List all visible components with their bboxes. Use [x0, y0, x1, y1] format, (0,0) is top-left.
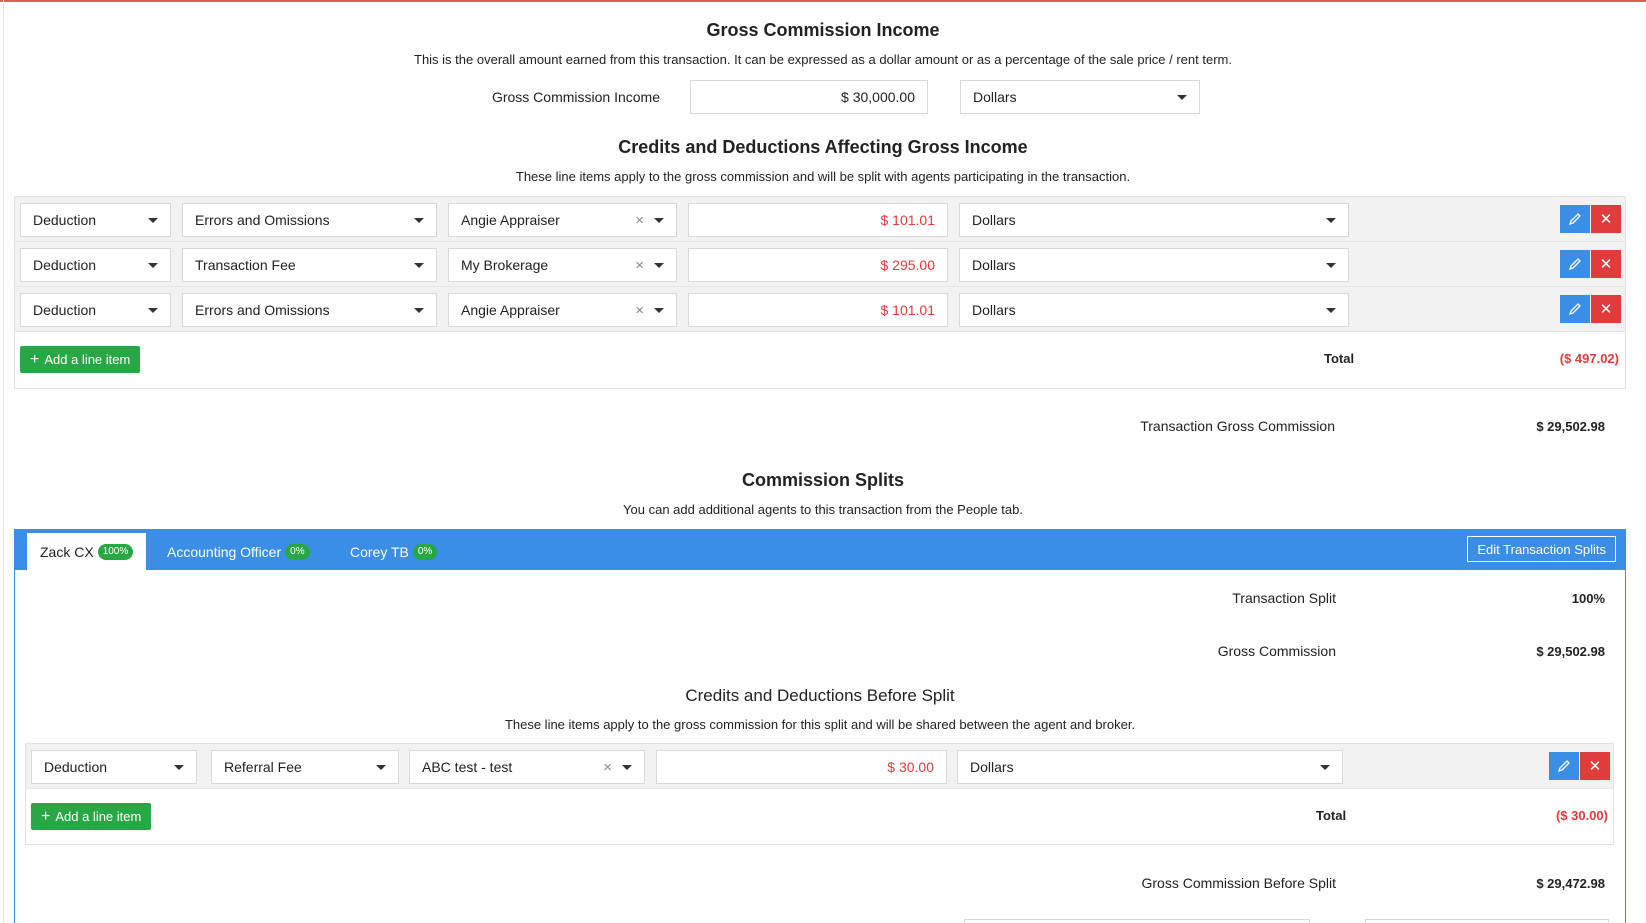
splits-title: Commission Splits [741, 470, 905, 490]
chevron-down-icon [1326, 218, 1336, 223]
line-payee-value: My Brokerage [461, 257, 549, 273]
gci-description: This is the overall amount earned from this transaction. It can be expressed as a dollar amount or as a percentage of the sale price / rent term. [414, 52, 1232, 67]
gci-amount-input[interactable] [690, 80, 928, 114]
gci-label: Gross Commission Income [491, 89, 660, 105]
next-field-top-edge [1365, 919, 1609, 923]
add-line-item-label: Add a line item [44, 352, 131, 367]
edit-line-button[interactable] [1560, 205, 1590, 233]
line-category-select[interactable] [182, 293, 437, 327]
line-unit-value: Dollars [972, 212, 1016, 228]
chevron-down-icon [414, 218, 424, 223]
plus-icon: + [30, 350, 40, 368]
add-line-item-button[interactable] [20, 346, 140, 373]
gci-unit-value: Dollars [973, 89, 1017, 105]
tab-zack-cx[interactable] [27, 533, 146, 570]
chevron-down-icon [376, 765, 386, 770]
line-unit-value: Dollars [972, 257, 1016, 273]
line-amount-value: $ 295.00 [880, 257, 935, 273]
edit-transaction-splits-button[interactable]: Edit Transaction Splits [1467, 536, 1616, 562]
chevron-down-icon [148, 218, 158, 223]
line-category-value: Errors and Omissions [195, 212, 330, 228]
pencil-icon [1568, 302, 1582, 316]
gci-unit-select[interactable] [960, 80, 1200, 114]
edit-line-button[interactable] [1549, 752, 1579, 780]
transaction-gross-commission-value: $ 29,502.98 [1536, 419, 1605, 434]
line-payee-select[interactable] [409, 750, 645, 784]
close-icon: ✕ [1588, 758, 1602, 775]
chevron-down-icon [654, 218, 664, 223]
chevron-down-icon [174, 765, 184, 770]
line-type-value: Deduction [44, 759, 108, 775]
add-line-item-label: Add a line item [55, 809, 142, 824]
chevron-down-icon [414, 263, 424, 268]
credits-title: Credits and Deductions Affecting Gross Income [618, 137, 1028, 157]
before-split-description: These line items apply to the gross commission for this split and will be shared between the agent and broker. [504, 717, 1136, 732]
line-category-select[interactable] [211, 750, 399, 784]
line-amount-value: $ 101.01 [880, 212, 935, 228]
line-category-value: Transaction Fee [195, 257, 296, 273]
chevron-down-icon [622, 765, 632, 770]
split-percent-badge: 0% [413, 544, 437, 560]
splits-tab-bar [14, 529, 1626, 570]
line-type-select[interactable] [20, 203, 171, 237]
split-percent-badge: 0% [285, 544, 309, 560]
line-payee-value: Angie Appraiser [461, 302, 560, 318]
close-icon: ✕ [1599, 301, 1613, 318]
next-field-top-edge [964, 919, 1310, 923]
pencil-icon [1568, 212, 1582, 226]
edit-line-button[interactable] [1560, 250, 1590, 278]
transaction-split-value: 100% [1571, 591, 1605, 606]
chevron-down-icon [1320, 765, 1330, 770]
plus-icon: + [41, 807, 51, 825]
top-accent-line [0, 0, 1646, 2]
line-category-value: Referral Fee [224, 759, 302, 775]
transaction-split-label: Transaction Split [1232, 590, 1336, 606]
line-payee-select[interactable] [448, 248, 677, 282]
line-amount-input[interactable] [656, 750, 947, 784]
delete-line-button[interactable] [1591, 250, 1621, 278]
line-type-value: Deduction [33, 212, 97, 228]
delete-line-button[interactable] [1580, 752, 1610, 780]
transaction-gross-commission-label: Transaction Gross Commission [1140, 418, 1335, 434]
line-unit-select[interactable] [957, 750, 1343, 784]
chevron-down-icon [148, 308, 158, 313]
line-amount-input[interactable] [688, 203, 948, 237]
gci-title: Gross Commission Income [706, 20, 940, 40]
line-type-select[interactable] [31, 750, 197, 784]
chevron-down-icon [148, 263, 158, 268]
line-category-value: Errors and Omissions [195, 302, 330, 318]
chevron-down-icon [654, 263, 664, 268]
line-type-value: Deduction [33, 257, 97, 273]
line-payee-value: ABC test - test [422, 759, 513, 775]
credits-total-label: Total [1324, 351, 1355, 366]
line-unit-select[interactable] [959, 293, 1349, 327]
line-amount-value: $ 101.01 [880, 302, 935, 318]
gross-commission-label: Gross Commission [1217, 643, 1336, 659]
credits-description: These line items apply to the gross commission and will be split with agents participating in the transaction. [515, 169, 1131, 184]
tab-corey-tb[interactable] [337, 533, 450, 570]
tab-label: Corey TB [350, 543, 409, 560]
line-amount-value: $ 30.00 [887, 759, 934, 775]
chevron-down-icon [1177, 95, 1187, 100]
line-unit-select[interactable] [959, 203, 1349, 237]
tab-accounting-officer[interactable] [154, 533, 323, 570]
gross-commission-value: $ 29,502.98 [1536, 644, 1605, 659]
line-amount-input[interactable] [688, 293, 948, 327]
chevron-down-icon [1326, 263, 1336, 268]
line-type-select[interactable] [20, 248, 171, 282]
split-percent-badge: 100% [98, 544, 134, 560]
line-payee-value: Angie Appraiser [461, 212, 560, 228]
close-icon: ✕ [1599, 211, 1613, 228]
pencil-icon [1568, 257, 1582, 271]
line-category-select[interactable] [182, 248, 437, 282]
gci-amount-value: $ 30,000.00 [841, 89, 915, 105]
split-total-label: Total [1316, 808, 1347, 823]
edit-line-button[interactable] [1560, 295, 1590, 323]
delete-line-button[interactable] [1591, 295, 1621, 323]
clear-icon[interactable]: × [603, 759, 612, 776]
chevron-down-icon [654, 308, 664, 313]
pencil-icon [1557, 759, 1571, 773]
line-category-select[interactable] [182, 203, 437, 237]
clear-icon[interactable]: × [635, 302, 644, 319]
splits-description: You can add additional agents to this transaction from the People tab. [623, 502, 1023, 517]
line-amount-input[interactable] [688, 248, 948, 282]
clear-icon[interactable]: × [635, 257, 644, 274]
clear-icon[interactable]: × [635, 212, 644, 229]
add-split-line-item-button[interactable] [31, 803, 151, 830]
line-unit-select[interactable] [959, 248, 1349, 282]
gross-commission-before-split-value: $ 29,472.98 [1536, 876, 1605, 891]
tab-label: Zack CX [40, 543, 94, 560]
close-icon: ✕ [1599, 256, 1613, 273]
split-total-value: ($ 30.00) [1555, 808, 1608, 823]
chevron-down-icon [414, 308, 424, 313]
chevron-down-icon [1326, 308, 1336, 313]
line-payee-select[interactable] [448, 293, 677, 327]
tab-label: Accounting Officer [167, 543, 282, 560]
line-type-select[interactable] [20, 293, 171, 327]
gross-commission-before-split-label: Gross Commission Before Split [1141, 875, 1336, 891]
line-payee-select[interactable] [448, 203, 677, 237]
before-split-title: Credits and Deductions Before Split [685, 686, 955, 705]
credits-total-value: ($ 497.02) [1559, 351, 1619, 366]
line-unit-value: Dollars [970, 759, 1014, 775]
line-type-value: Deduction [33, 302, 97, 318]
delete-line-button[interactable] [1591, 205, 1621, 233]
line-unit-value: Dollars [972, 302, 1016, 318]
